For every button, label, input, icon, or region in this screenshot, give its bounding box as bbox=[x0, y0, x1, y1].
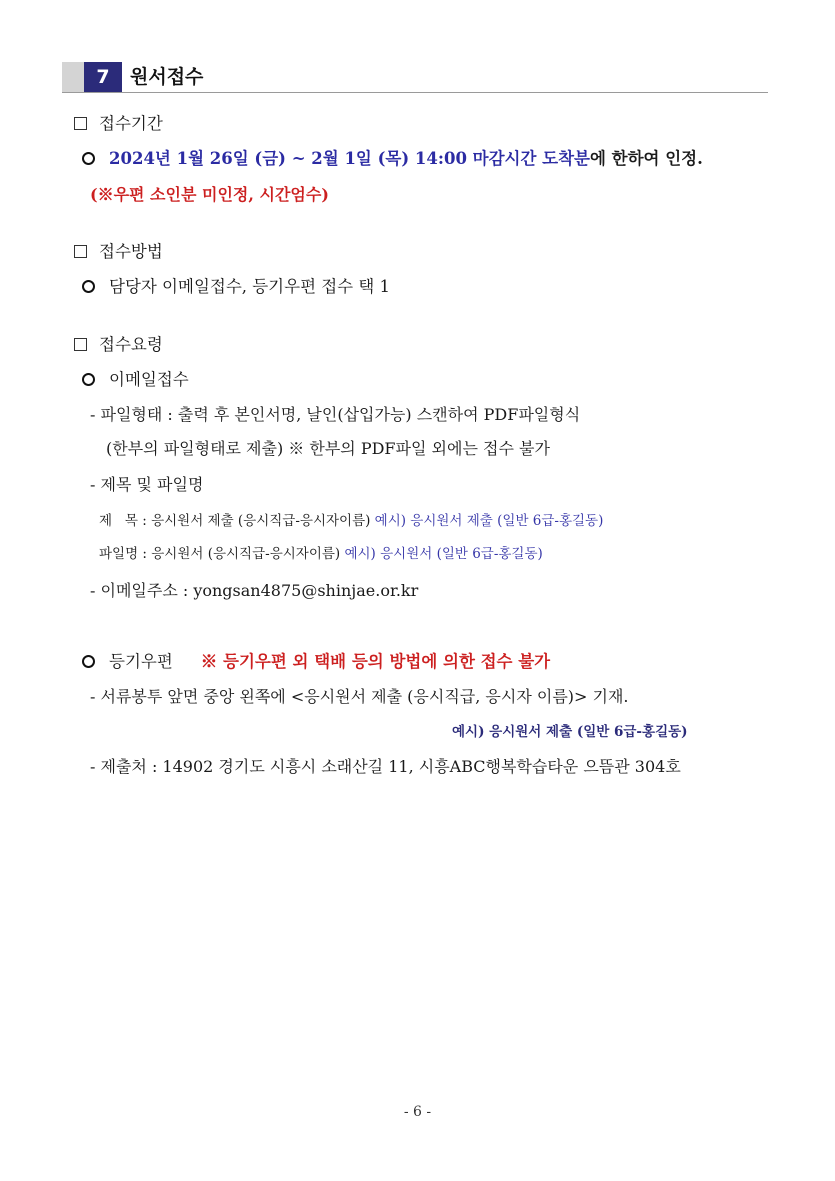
guide-heading-row bbox=[74, 331, 163, 355]
email-filename-example: 예시) 응시원서 (일반 6급-홍길동) bbox=[344, 546, 543, 562]
email-title-filename: - 제목 및 파일명 bbox=[90, 475, 204, 494]
square-bullet-icon bbox=[74, 338, 87, 351]
email-heading-row bbox=[82, 366, 189, 390]
period-heading-row bbox=[74, 110, 163, 134]
section-header-accent bbox=[62, 62, 84, 92]
method-item bbox=[82, 273, 390, 297]
mail-destination: - 제출처 : 14902 경기도 시흥시 소래산길 11, 시흥ABC행복학습타운 으뜸관 304호 bbox=[90, 757, 681, 776]
email-label: 이메일접수 bbox=[109, 370, 189, 389]
period-item bbox=[82, 145, 703, 169]
square-bullet-icon bbox=[74, 245, 87, 258]
email-subject-row bbox=[99, 509, 603, 529]
section-number: 7 bbox=[84, 62, 122, 92]
section-divider bbox=[62, 92, 768, 93]
section-title: 원서접수 bbox=[130, 66, 204, 88]
period-suffix: 에 한하여 인정. bbox=[589, 149, 703, 168]
period-highlight: 2024년 1월 26일 (금) ~ 2월 1일 (목) 14:00 마감시간 도착분 bbox=[109, 149, 590, 168]
method-heading: 접수방법 bbox=[99, 242, 163, 261]
page-number: - 6 - bbox=[403, 1104, 432, 1120]
period-heading: 접수기간 bbox=[99, 114, 163, 133]
method-heading-row bbox=[74, 238, 163, 262]
mail-heading-row bbox=[82, 648, 550, 672]
method-text: 담당자 이메일접수, 등기우편 접수 택 1 bbox=[109, 277, 391, 296]
mail-envelope: - 서류봉투 앞면 중앙 왼쪽에 <응시원서 제출 (응시직급, 응시자 이름)> 기재. bbox=[90, 687, 629, 706]
square-bullet-icon bbox=[74, 117, 87, 130]
email-address[interactable]: - 이메일주소 : yongsan4875@shinjae.or.kr bbox=[90, 581, 419, 600]
email-filename-label: 파일명 : 응시원서 (응시직급-응시자이름) bbox=[99, 546, 345, 562]
circle-bullet-icon bbox=[82, 655, 95, 668]
mail-label: 등기우편 bbox=[109, 652, 173, 671]
period-note: (※우편 소인분 미인정, 시간엄수) bbox=[90, 185, 329, 204]
email-format-line2: (한부의 파일형태로 제출) ※ 한부의 PDF파일 외에는 접수 불가 bbox=[106, 439, 550, 458]
email-subject-label: 제 목 : 응시원서 제출 (응시직급-응시자이름) bbox=[99, 513, 375, 529]
mail-warning: ※ 등기우편 외 택배 등의 방법에 의한 접수 불가 bbox=[200, 652, 551, 671]
circle-bullet-icon bbox=[82, 373, 95, 386]
circle-bullet-icon bbox=[82, 280, 95, 293]
circle-bullet-icon bbox=[82, 152, 95, 165]
mail-envelope-example: 예시) 응시원서 제출 (일반 6급-홍길동) bbox=[452, 724, 688, 740]
guide-heading: 접수요령 bbox=[99, 335, 163, 354]
email-filename-row bbox=[99, 542, 543, 562]
email-subject-example: 예시) 응시원서 제출 (일반 6급-홍길동) bbox=[374, 513, 604, 529]
email-format-line1: - 파일형태 : 출력 후 본인서명, 날인(삽입가능) 스캔하여 PDF파일형식 bbox=[90, 405, 581, 424]
